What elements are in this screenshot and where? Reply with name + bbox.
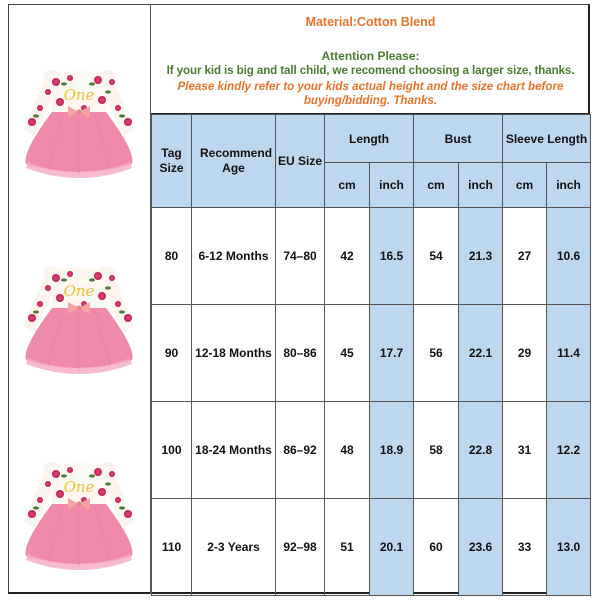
cell-length-cm: 48 [325, 402, 370, 499]
info-panel [151, 4, 590, 114]
cell-sleeve-cm: 27 [503, 208, 547, 305]
svg-text:One: One [63, 282, 95, 300]
cell-bust-inch: 23.6 [459, 499, 503, 596]
cell-eu-size: 92–98 [276, 499, 325, 596]
cell-tag-size: 80 [152, 208, 192, 305]
cell-sleeve-cm: 33 [503, 499, 547, 596]
table-row [152, 305, 591, 402]
header-sleeve-length: Sleeve Length [503, 115, 591, 163]
header-sleeve-inch: inch [547, 163, 591, 208]
cell-bust-cm: 58 [414, 402, 459, 499]
header-bust-inch: inch [459, 163, 503, 208]
header-sleeve-cm: cm [503, 163, 547, 208]
cell-recommend-age: 2-3 Years [192, 499, 276, 596]
dress-image-2 [8, 208, 151, 404]
cell-bust-inch: 22.8 [459, 402, 503, 499]
cell-recommend-age: 6-12 Months [192, 208, 276, 305]
table-row [152, 402, 591, 499]
cell-length-inch: 20.1 [370, 499, 414, 596]
dress-icon [8, 208, 151, 404]
header-bust-cm: cm [414, 163, 459, 208]
cell-recommend-age: 12-18 Months [192, 305, 276, 402]
cell-length-inch: 16.5 [370, 208, 414, 305]
table-row [152, 499, 591, 596]
cell-bust-inch: 21.3 [459, 208, 503, 305]
cell-length-inch: 17.7 [370, 305, 414, 402]
cell-eu-size: 74–80 [276, 208, 325, 305]
header-eu-size: EU Size [276, 115, 325, 208]
cell-recommend-age: 18-24 Months [192, 402, 276, 499]
table-row [152, 208, 591, 305]
size-chart-note: Please kindly refer to your kids actual height and the size chart before buying/bidding. Thanks. [177, 80, 564, 107]
cell-length-cm: 45 [325, 305, 370, 402]
cell-sleeve-inch: 13.0 [547, 499, 591, 596]
cell-eu-size: 86–92 [276, 402, 325, 499]
header-length: Length [325, 115, 414, 163]
cell-bust-inch: 22.1 [459, 305, 503, 402]
attention-title: Attention Please: [321, 49, 420, 63]
cell-tag-size: 90 [152, 305, 192, 402]
cell-bust-cm: 56 [414, 305, 459, 402]
material-text: Material:Cotton Blend [305, 15, 436, 29]
cell-sleeve-inch: 11.4 [547, 305, 591, 402]
svg-text:One: One [63, 478, 95, 496]
cell-tag-size: 100 [152, 402, 192, 499]
cell-eu-size: 80–86 [276, 305, 325, 402]
header-tag-size: Tag Size [152, 115, 192, 208]
dress-icon [8, 12, 151, 208]
attention-body: If your kid is big and tall child, we recomend choosing a larger size, thanks. [166, 64, 575, 77]
svg-text:One: One [63, 86, 95, 104]
header-bust: Bust [414, 115, 503, 163]
cell-length-cm: 42 [325, 208, 370, 305]
cell-sleeve-inch: 10.6 [547, 208, 591, 305]
size-chart-table [151, 114, 591, 596]
cell-bust-cm: 54 [414, 208, 459, 305]
cell-sleeve-cm: 29 [503, 305, 547, 402]
cell-tag-size: 110 [152, 499, 192, 596]
product-image-column [8, 4, 151, 594]
dress-image-1 [8, 12, 151, 208]
dress-icon [8, 404, 151, 600]
dress-image-3 [8, 404, 151, 600]
cell-length-inch: 18.9 [370, 402, 414, 499]
header-length-inch: inch [370, 163, 414, 208]
header-length-cm: cm [325, 163, 370, 208]
cell-sleeve-cm: 31 [503, 402, 547, 499]
header-recommend-age: Recommend Age [192, 115, 276, 208]
cell-bust-cm: 60 [414, 499, 459, 596]
cell-sleeve-inch: 12.2 [547, 402, 591, 499]
cell-length-cm: 51 [325, 499, 370, 596]
